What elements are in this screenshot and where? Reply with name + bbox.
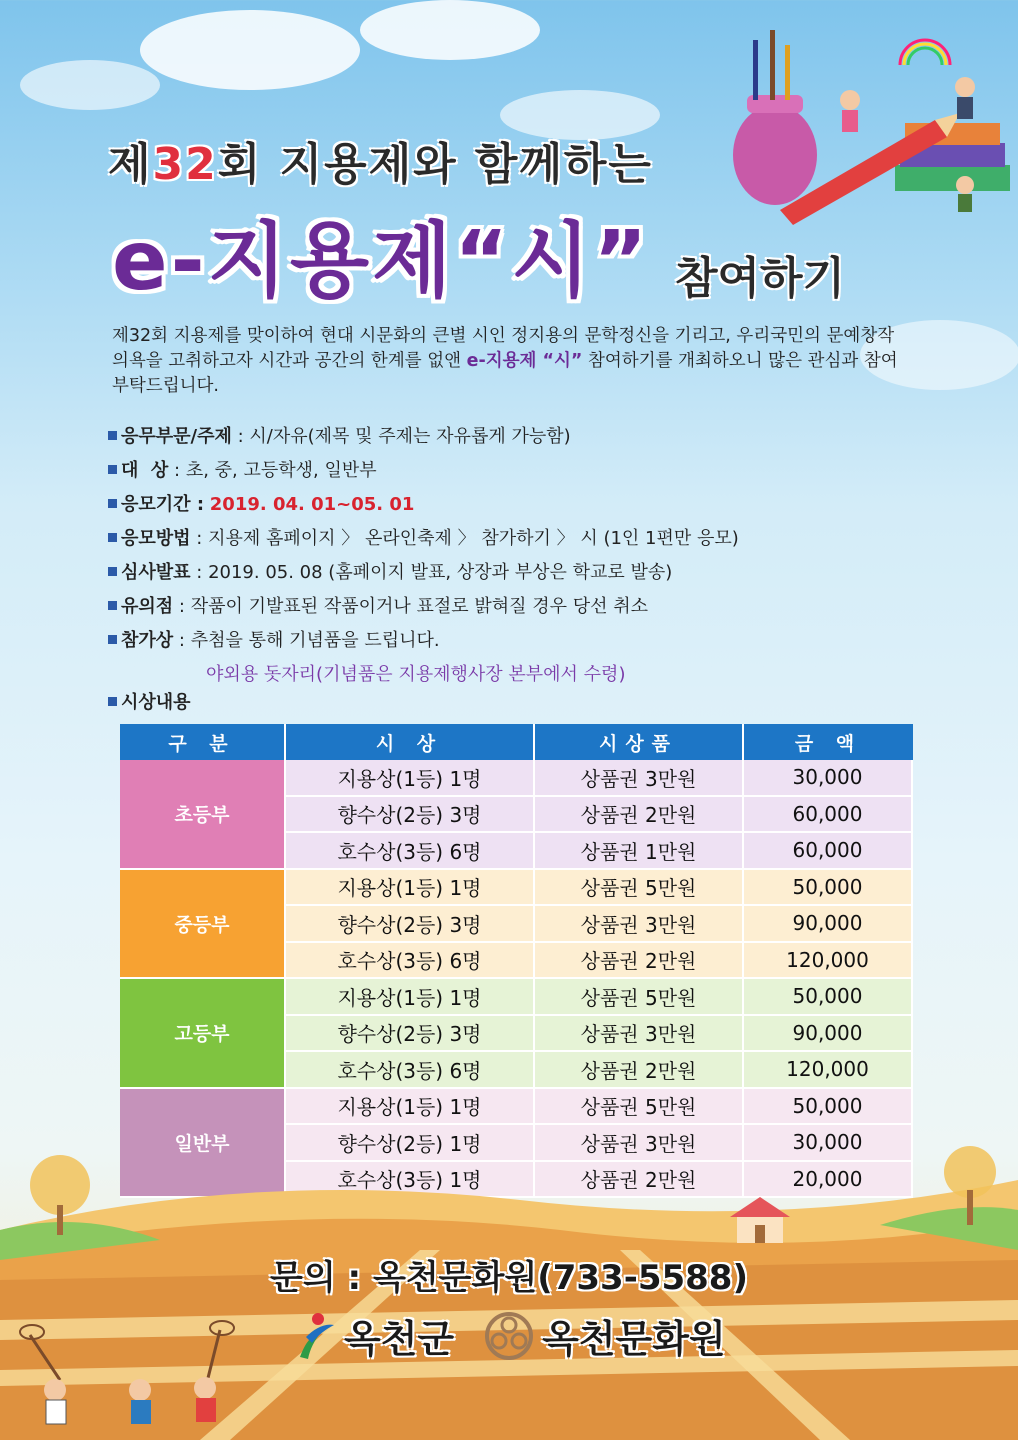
group-label: 초등부 xyxy=(120,760,286,870)
tree-icon xyxy=(935,1140,1005,1230)
info-sep: : xyxy=(190,528,209,549)
amount-cell: 90,000 xyxy=(744,1016,913,1051)
intro-text-after: 참여하기를 개최하오니 많은 관심과 참여 부탁드립니다. xyxy=(112,351,898,396)
bullet-icon xyxy=(108,431,117,440)
info-row-participation xyxy=(108,624,928,658)
bullet-icon xyxy=(108,697,117,706)
info-label: 심사발표 xyxy=(121,562,191,583)
intro-text-before: 제32회 지용제를 맞이하여 현대 시문화의 큰별 시인 정지용의 문학정신을 기리고, 우리국민의 문예창작 의욕을 고취하고자 시간과 공간의 한계를 없앤 xyxy=(112,326,895,371)
table-row xyxy=(286,1016,913,1053)
amount-cell: 60,000 xyxy=(744,797,913,832)
footer-logos xyxy=(292,1308,726,1363)
amount-cell: 50,000 xyxy=(744,870,913,905)
bullet-icon xyxy=(108,601,117,610)
info-label: 대 상 xyxy=(121,460,169,481)
award-cell: 향수상(2등) 3명 xyxy=(286,797,535,832)
title-line-1 xyxy=(108,128,708,192)
prize-cell: 상품권 3만원 xyxy=(535,1125,744,1160)
info-label: 응모방법 xyxy=(121,528,191,549)
info-label: 응모기간 : xyxy=(121,494,205,515)
cloud-decoration xyxy=(360,0,540,60)
table-row xyxy=(286,1125,913,1162)
table-row xyxy=(286,1052,913,1089)
table-header-cell: 시상품 xyxy=(535,724,744,760)
award-heading xyxy=(108,688,191,714)
title-prefix: 제 xyxy=(108,139,153,190)
bullet-icon xyxy=(108,533,117,542)
okcheon-gun-logo xyxy=(292,1308,454,1363)
info-sep: : xyxy=(168,460,186,481)
info-row-notice xyxy=(108,590,928,624)
info-sep: : xyxy=(231,426,250,447)
table-row xyxy=(286,797,913,834)
award-cell: 향수상(2등) 3명 xyxy=(286,1016,535,1051)
award-cell: 호수상(3등) 6명 xyxy=(286,1052,535,1087)
amount-cell: 120,000 xyxy=(744,1052,913,1087)
info-row-period xyxy=(108,488,928,522)
prize-cell: 상품권 5만원 xyxy=(535,1089,744,1124)
award-cell: 향수상(2등) 3명 xyxy=(286,906,535,941)
prize-cell: 상품권 2만원 xyxy=(535,943,744,978)
table-row xyxy=(286,943,913,980)
bullet-icon xyxy=(108,465,117,474)
info-value: 작품이 기발표된 작품이거나 표절로 밝혀질 경우 당선 취소 xyxy=(190,596,649,617)
table-header-cell: 시 상 xyxy=(286,724,535,760)
award-cell: 호수상(3등) 6명 xyxy=(286,943,535,978)
table-row xyxy=(286,870,913,907)
prize-cell: 상품권 3만원 xyxy=(535,906,744,941)
award-cell: 지용상(1등) 1명 xyxy=(286,760,535,795)
table-group-high xyxy=(120,979,913,1089)
house-icon xyxy=(725,1195,795,1245)
children-with-nets-icon xyxy=(10,1320,250,1435)
info-row-category xyxy=(108,420,928,454)
table-group-middle xyxy=(120,870,913,980)
table-header-cell: 구 분 xyxy=(120,724,286,760)
info-value: 초, 중, 고등학생, 일반부 xyxy=(185,460,377,481)
amount-cell: 50,000 xyxy=(744,979,913,1014)
award-cell: 지용상(1등) 1명 xyxy=(286,979,535,1014)
prize-cell: 상품권 1만원 xyxy=(535,833,744,868)
prize-cell: 상품권 2만원 xyxy=(535,1052,744,1087)
table-row xyxy=(286,906,913,943)
info-value: 지용제 홈페이지 〉 온라인축제 〉 참가하기 〉 시 (1인 1편만 응모) xyxy=(208,528,739,549)
okcheon-gun-logo-icon xyxy=(292,1311,336,1361)
prize-cell: 상품권 3만원 xyxy=(535,1016,744,1051)
info-label: 응무부문/주제 xyxy=(121,426,232,447)
amount-cell: 30,000 xyxy=(744,760,913,795)
logo-text-okcheon-gun: 옥천군 xyxy=(344,1317,455,1361)
group-label: 일반부 xyxy=(120,1089,286,1199)
bullet-icon xyxy=(108,567,117,576)
logo-text-culture-center: 옥천문화원 xyxy=(542,1317,726,1361)
award-heading-text: 시상내용 xyxy=(121,692,191,713)
cloud-decoration xyxy=(140,10,360,90)
bullet-icon xyxy=(108,635,117,644)
award-cell: 향수상(2등) 1명 xyxy=(286,1125,535,1160)
prize-cell: 상품권 2만원 xyxy=(535,797,744,832)
title-suffix: 회 지용제와 함께하는 xyxy=(217,139,653,190)
cloud-decoration xyxy=(20,60,160,110)
title-edition-number: 32 xyxy=(152,139,218,190)
amount-cell: 20,000 xyxy=(744,1162,913,1197)
info-row-announcement xyxy=(108,556,928,590)
table-header-cell: 금 액 xyxy=(744,724,913,760)
contact-info: 문의 : 옥천문화원(733-5588) xyxy=(270,1258,748,1298)
table-row xyxy=(286,1089,913,1126)
stationery-illustration-icon xyxy=(725,25,1015,225)
amount-cell: 60,000 xyxy=(744,833,913,868)
bullet-icon xyxy=(108,499,117,508)
prize-cell: 상품권 5만원 xyxy=(535,979,744,1014)
info-value: 추첨을 통해 기념품을 드립니다. xyxy=(190,630,440,651)
info-row-method xyxy=(108,522,928,556)
info-value-period: 2019. 04. 01~05. 01 xyxy=(209,494,415,515)
info-label: 유의점 xyxy=(121,596,174,617)
info-value: 시/자유(제목 및 주제는 자유롭게 가능함) xyxy=(249,426,571,447)
intro-highlight: e-지용제 “시” xyxy=(466,351,583,371)
tree-icon xyxy=(20,1150,100,1240)
intro-paragraph xyxy=(112,324,912,399)
info-row-gift: 야외용 돗자리(기념품은 지용제행사장 본부에서 수령) xyxy=(206,664,626,685)
prize-cell: 상품권 5만원 xyxy=(535,870,744,905)
table-row xyxy=(286,760,913,797)
info-sep: : xyxy=(173,630,191,651)
award-cell: 호수상(3등) 1명 xyxy=(286,1162,535,1197)
culture-center-logo xyxy=(484,1308,726,1363)
amount-cell: 50,000 xyxy=(744,1089,913,1124)
table-row xyxy=(286,833,913,870)
amount-cell: 120,000 xyxy=(744,943,913,978)
award-cell: 호수상(3등) 6명 xyxy=(286,833,535,868)
title-main: e-지용제“시” xyxy=(112,214,651,309)
info-row-target xyxy=(108,454,928,488)
culture-center-emblem-icon xyxy=(484,1311,534,1361)
amount-cell: 90,000 xyxy=(744,906,913,941)
prize-cell: 상품권 3만원 xyxy=(535,760,744,795)
group-label: 중등부 xyxy=(120,870,286,980)
info-value: 2019. 05. 08 (홈페이지 발표, 상장과 부상은 학교로 발송) xyxy=(208,562,673,583)
award-table xyxy=(120,724,913,1198)
group-label: 고등부 xyxy=(120,979,286,1089)
info-sep: : xyxy=(190,562,209,583)
award-cell: 지용상(1등) 1명 xyxy=(286,870,535,905)
amount-cell: 30,000 xyxy=(744,1125,913,1160)
info-sep: : xyxy=(173,596,191,617)
award-cell: 지용상(1등) 1명 xyxy=(286,1089,535,1124)
info-list xyxy=(108,420,928,692)
info-label: 참가상 xyxy=(121,630,174,651)
table-header xyxy=(120,724,913,760)
table-row xyxy=(286,979,913,1016)
table-group-elementary xyxy=(120,760,913,870)
prize-cell: 상품권 2만원 xyxy=(535,1162,744,1197)
title-sub: 참여하기 xyxy=(675,253,846,304)
